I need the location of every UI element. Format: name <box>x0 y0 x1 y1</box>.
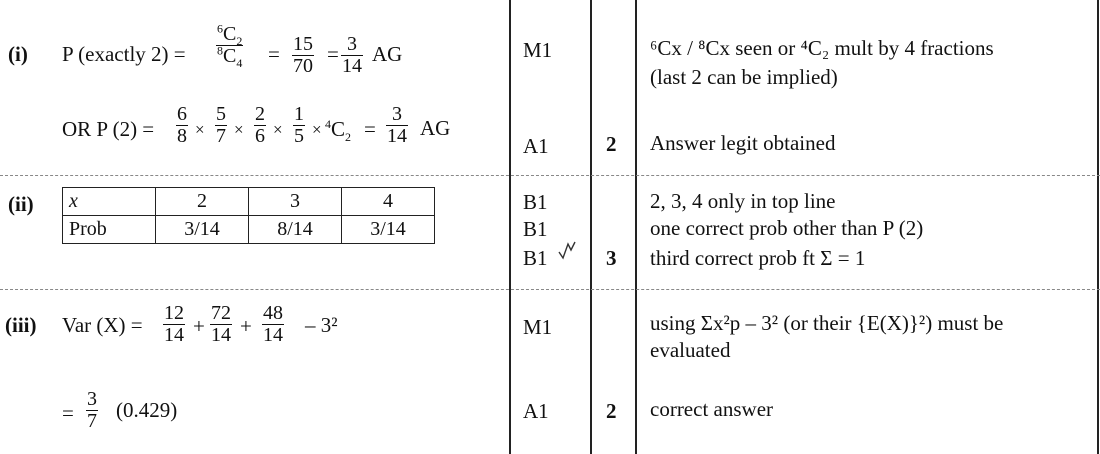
plus-sign: + <box>240 314 252 338</box>
part-i-mark-code-1: M1 <box>523 38 553 62</box>
table-cell: 3/14 <box>156 216 249 244</box>
part-i-frac-1-5: $\frac{1}{5}$ <box>294 103 304 147</box>
part-ii-comment-2: one correct prob other than P (2) <box>650 216 924 240</box>
part-i-frac-result-3-14: $\frac{3}{14}$ <box>387 103 407 147</box>
part-i-eq1: = <box>268 42 280 66</box>
part-i-comment-2: (last 2 can be implied) <box>650 65 838 89</box>
part-i-line2-lhs: OR P (2) = <box>62 117 155 141</box>
part-ii-mark-code-3: B1 <box>523 246 548 270</box>
table-cell: 8/14 <box>249 216 342 244</box>
table-cell: x <box>63 188 156 216</box>
part-i-comment-1: ⁶Cx / ⁸Cx seen or ⁴C₂ mult by 4 fractions <box>650 36 994 60</box>
part-iii-comment-1: using Σx²p – 3² (or their {E(X)}²) must be <box>650 311 1004 335</box>
part-i-line1-lhs: P (exactly 2) = <box>62 42 186 66</box>
part-iii-frac-72-14: $\frac{72}{14}$ <box>211 302 231 346</box>
part-ii-mark-code-2: B1 <box>523 217 548 241</box>
part-i-combination-fraction: $\frac{^6C_2}{^8C_4}$ <box>217 21 243 70</box>
times-sign: × <box>312 120 322 139</box>
times-sign: × <box>234 120 244 139</box>
part-i-eq3: = <box>364 117 376 141</box>
part-ii-comment-1: 2, 3, 4 only in top line <box>650 189 836 213</box>
part-i-eq2: = <box>327 42 339 66</box>
part-i-frac-2-6: $\frac{2}{6}$ <box>255 103 265 147</box>
part-iii-mark-code-1: M1 <box>523 315 553 339</box>
part-ii-comment-3: third correct prob ft Σ = 1 <box>650 246 866 270</box>
tick-mark-icon <box>557 240 579 260</box>
column-divider-1 <box>509 0 511 454</box>
column-divider-2 <box>590 0 592 454</box>
part-i-ag-1: AG <box>372 42 403 66</box>
part-iii-comment-3: correct answer <box>650 397 774 421</box>
times-sign: × <box>195 120 205 139</box>
part-i-mark-code-2: A1 <box>523 134 549 158</box>
table-cell: 3/14 <box>342 216 435 244</box>
part-iii-minus-tail: – 3² <box>305 313 338 337</box>
part-i-frac-5-7: $\frac{5}{7}$ <box>216 103 226 147</box>
part-i-combination-4c2: $^4C_2$ <box>325 117 352 145</box>
part-i-frac-15-70: $\frac{15}{70}$ <box>293 33 313 77</box>
probability-table <box>62 187 435 244</box>
part-iii-frac-12-14: $\frac{12}{14}$ <box>164 302 184 346</box>
part-iii-frac-48-14: $\frac{48}{14}$ <box>263 302 283 346</box>
part-i-frac-6-8: $\frac{6}{8}$ <box>177 103 187 147</box>
part-ii-mark-total: 3 <box>606 246 617 270</box>
part-iii-answer-decimal: (0.429) <box>116 398 178 422</box>
part-iii-mark-code-2: A1 <box>523 399 549 423</box>
part-i-frac-3-14: $\frac{3}{14}$ <box>342 33 362 77</box>
table-row <box>63 216 435 244</box>
times-sign: × <box>273 120 283 139</box>
part-ii-label: (ii) <box>8 192 34 216</box>
part-iii-label: (iii) <box>5 313 37 337</box>
row-separator-1 <box>0 175 1100 176</box>
table-cell: 3 <box>249 188 342 216</box>
table-cell: 2 <box>156 188 249 216</box>
row-separator-2 <box>0 289 1100 290</box>
part-iii-comment-2: evaluated <box>650 338 731 362</box>
part-iii-mark-total: 2 <box>606 399 617 423</box>
part-iii-var-lhs: Var (X) = <box>62 313 143 337</box>
right-border <box>1097 0 1099 454</box>
table-row <box>63 188 435 216</box>
plus-sign: + <box>193 314 205 338</box>
table-cell: 4 <box>342 188 435 216</box>
part-ii-mark-code-1: B1 <box>523 190 548 214</box>
table-cell: Prob <box>63 216 156 244</box>
part-iii-answer-eq: = <box>62 401 74 425</box>
part-i-ag-2: AG <box>420 116 451 140</box>
part-i-label: (i) <box>8 42 28 66</box>
part-i-comment-3: Answer legit obtained <box>650 131 836 155</box>
column-divider-3 <box>635 0 637 454</box>
part-i-mark-total: 2 <box>606 132 617 156</box>
part-iii-answer-frac-3-7: $\frac{3}{7}$ <box>87 388 97 432</box>
